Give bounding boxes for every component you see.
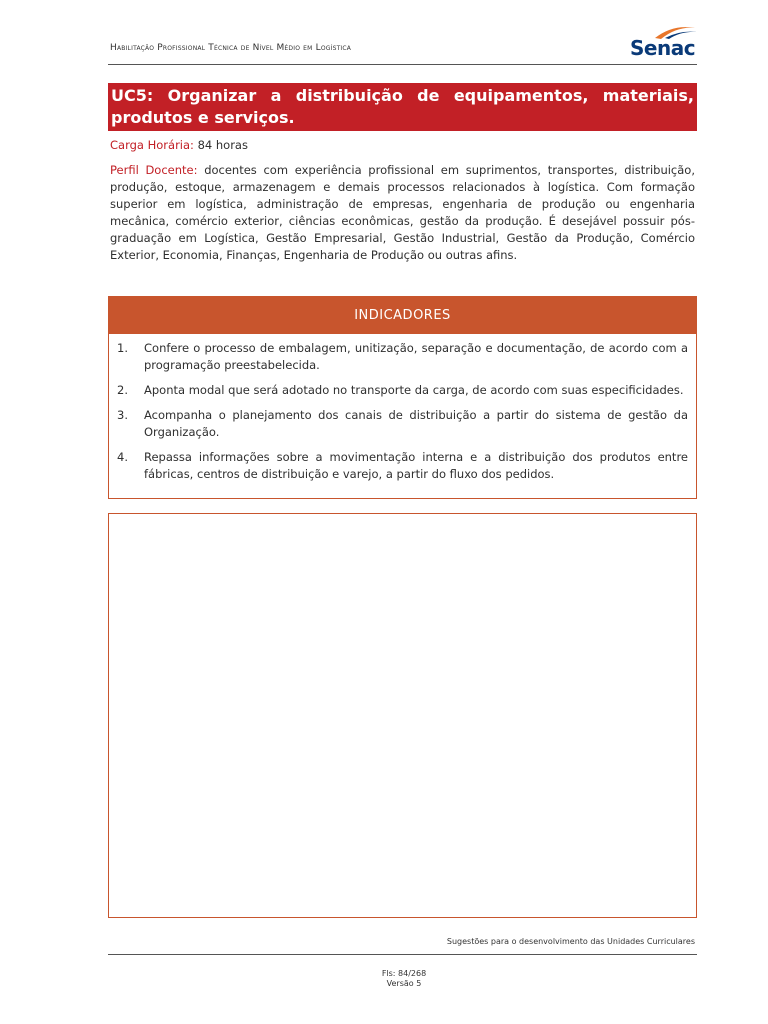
list-item-text: Confere o processo de embalagem, unitização, separação e documentação, de acordo com a programação preestabelecida. <box>144 341 688 372</box>
document-version: Versão 5 <box>386 979 422 988</box>
list-item <box>117 382 688 399</box>
list-item-number: 1. <box>117 341 128 355</box>
document-header-title: Habilitação Profissional Técnica de Nível Médio em Logística <box>110 43 352 53</box>
footer-note: Sugestões para o desenvolvimento das Unidades Curriculares <box>446 937 695 946</box>
list-item <box>117 340 688 374</box>
indicadores-heading: INDICADORES <box>109 297 696 334</box>
carga-horaria-value: 84 horas <box>197 138 248 152</box>
list-item-text: Acompanha o planejamento dos canais de distribuição a partir do sistema de gestão da Organização. <box>144 408 688 439</box>
page-number: Fls: 84/268 <box>381 969 427 978</box>
page-info <box>0 969 768 989</box>
empty-content-box <box>108 513 697 918</box>
indicadores-panel <box>108 296 697 499</box>
list-item-number: 2. <box>117 383 128 397</box>
indicadores-list <box>109 334 696 483</box>
perfil-docente-text: docentes com experiência profissional em suprimentos, transportes, distribuição, produção, estoque, armazenagem e demais processos relacionados à logística. Com formação superior em logística, administração de empresas, engenharia de produção ou engenharia mecânica, comércio exterior, ciências econômicas, gestão da produção. É desejável possuir pós-graduação em Logística, Gestão Empresarial, Gestão Industrial, Gestão da Produção, Comércio Exterior, Economia, Finanças, Engenharia de Produção ou outras afins. <box>110 163 695 262</box>
list-item-text: Repassa informações sobre a movimentação interna e a distribuição dos produtos entre fábricas, centros de distribuição e varejo, a partir do fluxo dos pedidos. <box>144 450 688 481</box>
list-item-text: Aponta modal que será adotado no transporte da carga, de acordo com suas especificidades. <box>144 383 684 397</box>
list-item-number: 4. <box>117 450 128 464</box>
logo-text: Senac <box>630 36 696 60</box>
list-item <box>117 449 688 483</box>
perfil-docente-label: Perfil Docente: <box>110 163 198 177</box>
list-item <box>117 407 688 441</box>
senac-logo <box>625 22 699 62</box>
carga-horaria-label: Carga Horária: <box>110 138 194 152</box>
uc-title-banner: UC5: Organizar a distribuição de equipamentos, materiais, produtos e serviços. <box>108 83 697 131</box>
carga-horaria-line <box>110 137 695 154</box>
header-divider <box>108 64 697 65</box>
footer-divider <box>108 954 697 955</box>
list-item-number: 3. <box>117 408 128 422</box>
perfil-docente-paragraph <box>110 162 695 264</box>
